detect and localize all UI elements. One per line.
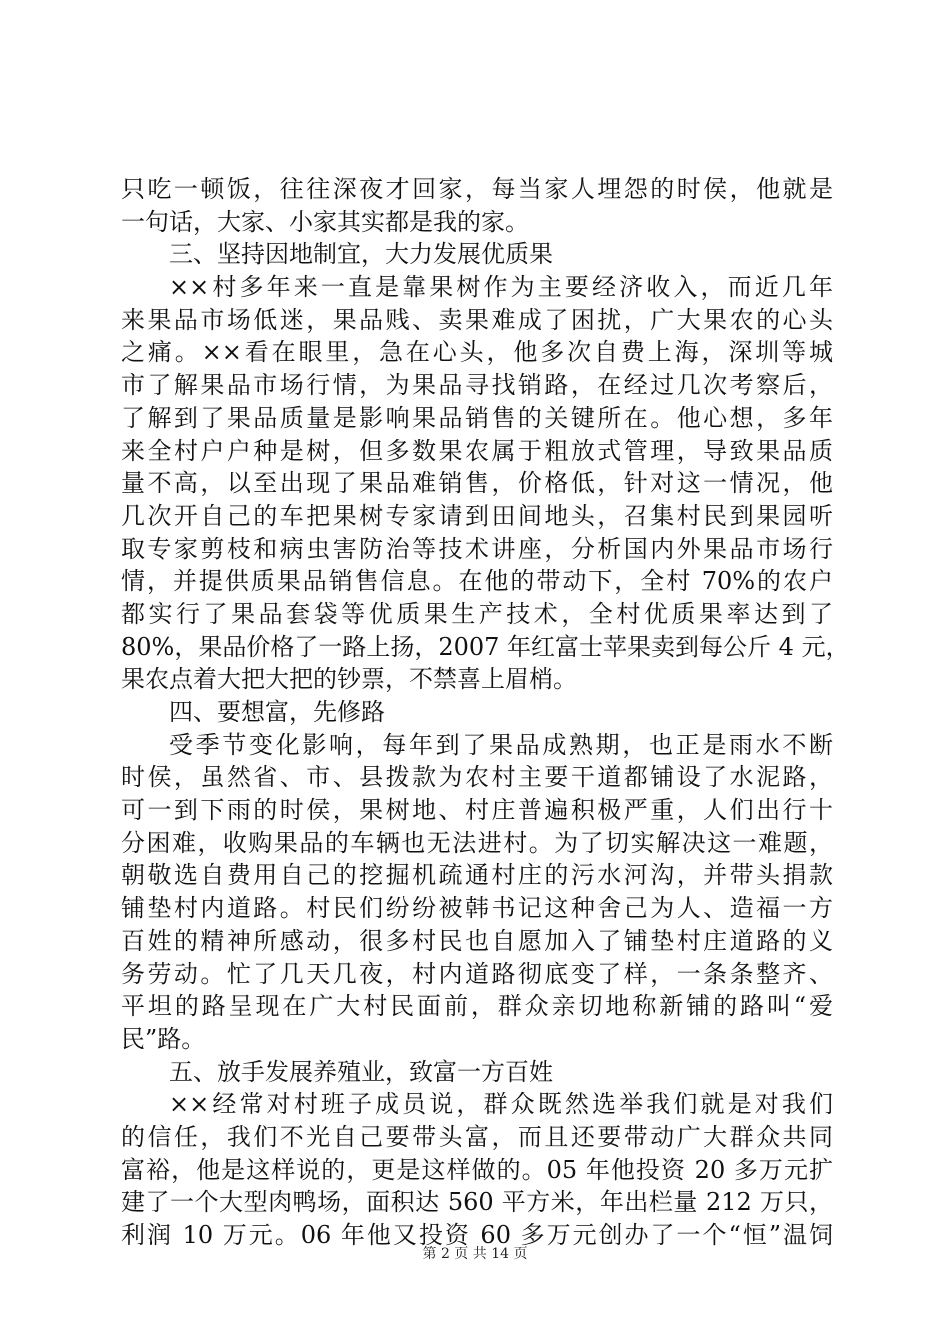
text-line: 几次开自己的车把果树专家请到田间地头，召集村民到果园听 (121, 501, 833, 530)
text-line: 受季节变化影响，每年到了果品成熟期，也正是雨水不断 (169, 730, 833, 759)
text-line: 市了解果品市场行情，为果品寻找销路，在经过几次考察后， (121, 371, 833, 400)
text-line: 分困难，收购果品的车辆也无法进村。为了切实解决这一难题， (121, 828, 833, 857)
text-line: 取专家剪枝和病虫害防治等技术讲座，分析国内外果品市场行 (121, 534, 833, 563)
text-line: 平坦的路呈现在广大村民面前，群众亲切地称新铺的路叫“爱 (121, 992, 833, 1021)
text-line: 来全村户户种是树，但多数果农属于粗放式管理，导致果品质 (121, 436, 833, 465)
text-line: 朝敬选自费用自己的挖掘机疏通村庄的污水河沟，并带头捐款 (121, 861, 833, 890)
text-line: 的信任，我们不光自己要带头富，而且还要带动广大群众共同 (121, 1122, 833, 1151)
text-line: ××村多年来一直是靠果树作为主要经济收入，而近几年 (169, 273, 833, 302)
text-line: 务劳动。忙了几天几夜，村内道路彻底变了样，一条条整齐、 (121, 959, 833, 988)
text-line: 80%，果品价格了一路上扬，2007 年红富士苹果卖到每公斤 4 元， (121, 632, 850, 661)
text-line: 来果品市场低迷，果品贱、卖果难成了困扰，广大果农的心头 (121, 305, 833, 334)
section-heading: 五、放手发展养殖业，致富一方百姓 (169, 1057, 553, 1086)
text-line: 一句话，大家、小家其实都是我的家。 (121, 207, 529, 236)
text-line: 都实行了果品套袋等优质果生产技术，全村优质果率达到了 (121, 599, 833, 628)
text-line: 果农点着大把大把的钞票，不禁喜上眉梢。 (121, 665, 577, 694)
text-line: 情，并提供质果品销售信息。在他的带动下，全村 70%的农户 (121, 567, 833, 596)
text-line: 铺垫村内道路。村民们纷纷被韩书记这种舍己为人、造福一方 (121, 894, 833, 923)
text-line: 了解到了果品质量是影响果品销售的关键所在。他心想，多年 (121, 403, 833, 432)
text-line: 可一到下雨的时侯，果树地、村庄普遍积极严重，人们出行十 (121, 796, 833, 825)
page-number-footer: 第 2 页 共 14 页 (422, 1246, 528, 1262)
text-line: 时侯，虽然省、市、县拨款为农村主要干道都铺设了水泥路， (121, 763, 833, 792)
text-line: ××经常对村班子成员说，群众既然选举我们就是对我们 (169, 1090, 833, 1119)
section-heading: 四、要想富，先修路 (169, 698, 385, 726)
text-line: 利润 10 万元。06 年他又投资 60 多万元创办了一个“恒”温饲 (121, 1221, 833, 1249)
text-line: 建了一个大型肉鸭场，面积达 560 平方米，年出栏量 212 万只， (121, 1188, 833, 1217)
text-line: 之痛。××看在眼里，急在心头，他多次自费上海，深圳等城 (121, 338, 833, 367)
section-heading: 三、坚持因地制宜，大力发展优质果 (169, 240, 553, 269)
text-line: 量不高，以至出现了果品难销售，价格低，针对这一情况，他 (121, 469, 833, 498)
text-line: 富裕，他是这样说的，更是这样做的。05 年他投资 20 多万元扩 (121, 1155, 833, 1184)
text-line: 民”路。 (121, 1024, 206, 1053)
document-body (121, 173, 850, 1252)
text-line: 百姓的精神所感动，很多村民也自愿加入了铺垫村庄道路的义 (121, 926, 833, 955)
text-line: 只吃一顿饭，往往深夜才回家，每当家人埋怨的时侯，他就是 (121, 175, 833, 203)
